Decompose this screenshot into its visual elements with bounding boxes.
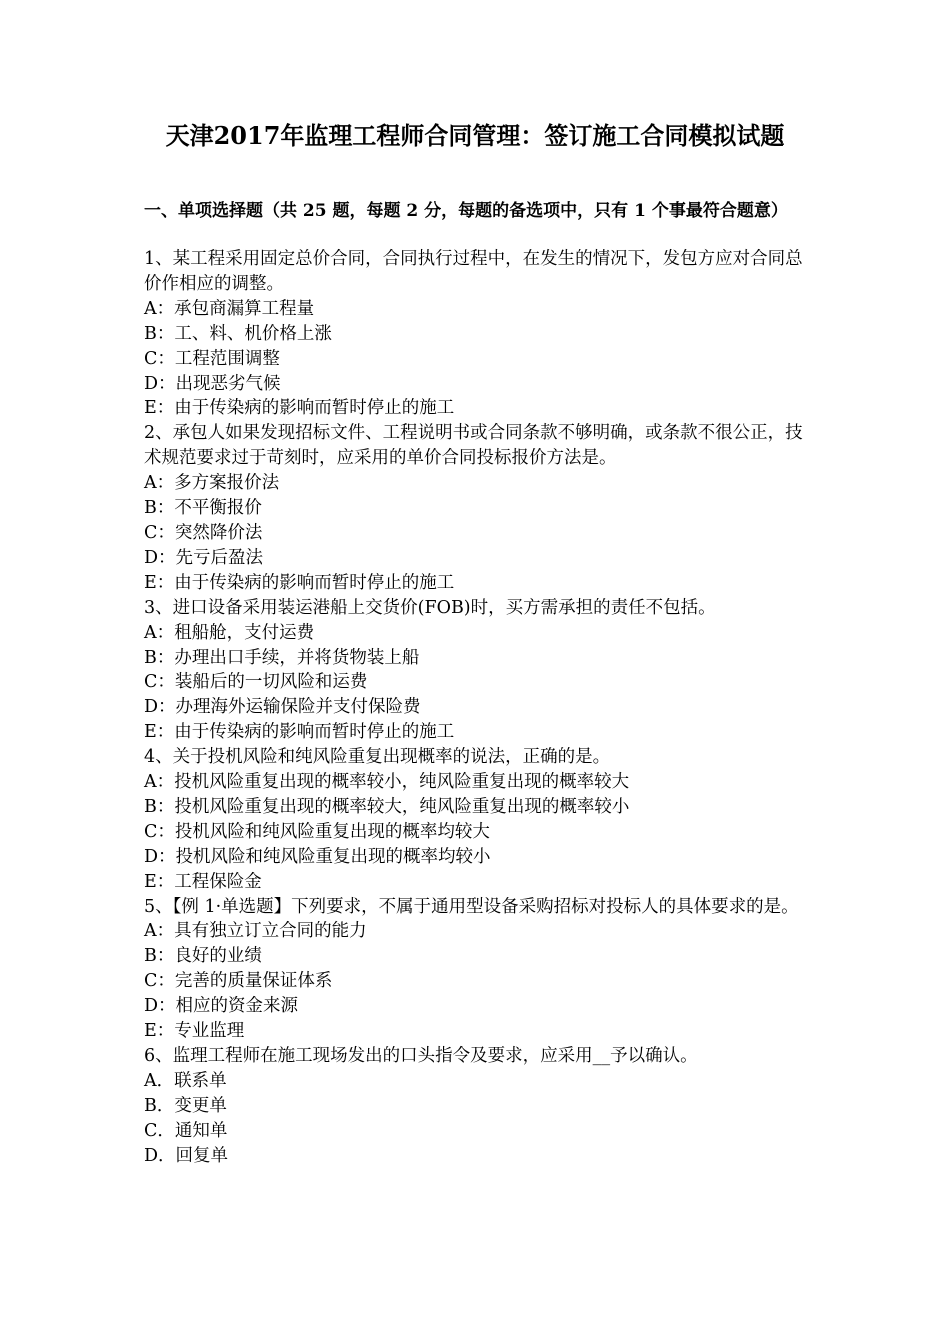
question-option: D．回复单 <box>144 1145 229 1166</box>
question <box>144 421 809 595</box>
question-option: A：多方案报价法 <box>144 473 280 494</box>
question-option: B．变更单 <box>144 1095 227 1116</box>
question-option: C：投机风险和纯风险重复出现的概率均较大 <box>144 821 490 842</box>
question <box>144 895 809 1044</box>
question-option: C：突然降价法 <box>144 522 263 543</box>
question-option: E：由于传染病的影响而暂时停止的施工 <box>144 722 455 743</box>
question-option: C：装船后的一切风险和运费 <box>144 672 368 693</box>
question <box>144 596 809 745</box>
section-heading: 一、单项选择题（共 25 题，每题 2 分，每题的备选项中，只有 1 个事最符合题意） <box>144 201 788 221</box>
question-option: D：投机风险和纯风险重复出现的概率均较小 <box>144 846 491 867</box>
question-list <box>144 247 809 1169</box>
question-option: D：相应的资金来源 <box>144 996 299 1017</box>
question-option: B：工、料、机价格上涨 <box>144 323 332 344</box>
question-option: D：先亏后盈法 <box>144 547 264 568</box>
question-option: D：出现恶劣气候 <box>144 373 281 394</box>
question-option: E：工程保险金 <box>144 871 262 892</box>
question-option: C．通知单 <box>144 1120 228 1141</box>
question-option: A：租船舱，支付运费 <box>144 622 315 643</box>
question-stem: 3、进口设备采用装运港船上交货价(FOB)时，买方需承担的责任不包括。 <box>144 597 716 618</box>
document-title: 天津2017年监理工程师合同管理：签订施工合同模拟试题 <box>165 121 785 150</box>
question-stem: 6、监理工程师在施工现场发出的口头指令及要求，应采用__予以确认。 <box>144 1046 698 1066</box>
question-option: E：由于传染病的影响而暂时停止的施工 <box>144 572 455 593</box>
question <box>144 1044 809 1169</box>
question-option: C：工程范围调整 <box>144 348 280 369</box>
question-stem: 1、某工程采用固定总价合同，合同执行过程中，在发生的情况下，发包方应对合同总价作相应的调整。 <box>144 249 803 294</box>
question-option: B：投机风险重复出现的概率较大，纯风险重复出现的概率较小 <box>144 796 630 817</box>
question-option: D：办理海外运输保险并支付保险费 <box>144 697 421 718</box>
question-option: A：承包商漏算工程量 <box>144 298 315 319</box>
question-stem: 4、关于投机风险和纯风险重复出现概率的说法，正确的是。 <box>144 747 611 768</box>
question <box>144 247 809 421</box>
question-option: E：由于传染病的影响而暂时停止的施工 <box>144 398 455 419</box>
question-option: B：办理出口手续，并将货物装上船 <box>144 647 420 668</box>
question-stem: 5、【例 1·单选题】下列要求，不属于通用型设备采购招标对投标人的具体要求的是。 <box>144 896 799 917</box>
question-option: B：不平衡报价 <box>144 498 262 519</box>
question-option: A：具有独立订立合同的能力 <box>144 921 367 942</box>
question <box>144 745 809 894</box>
question-option: E：专业监理 <box>144 1021 245 1042</box>
question-option: B：良好的业绩 <box>144 946 262 967</box>
question-option: A：投机风险重复出现的概率较小，纯风险重复出现的概率较大 <box>144 772 630 793</box>
question-option: A．联系单 <box>144 1070 227 1091</box>
question-stem: 2、承包人如果发现招标文件、工程说明书或合同条款不够明确，或条款不很公正，技术规范要求过于苛刻时，应采用的单价合同投标报价方法是。 <box>144 423 803 469</box>
question-option: C：完善的质量保证体系 <box>144 971 333 992</box>
